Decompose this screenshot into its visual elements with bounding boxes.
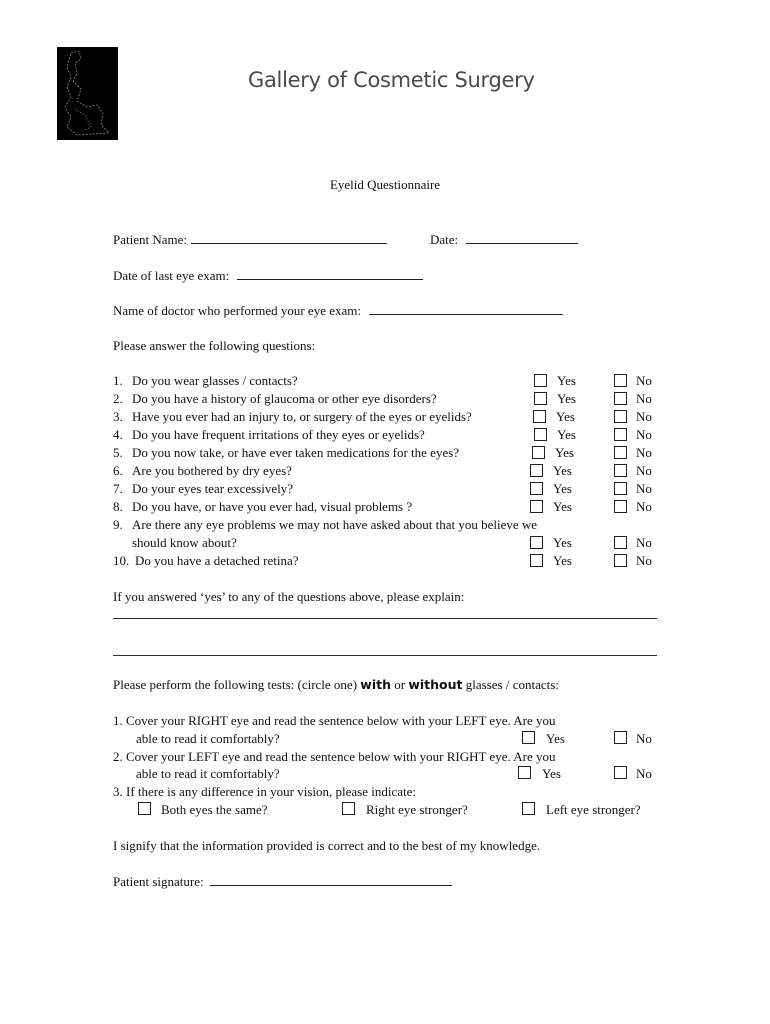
test-2-no-label: No	[636, 766, 652, 781]
test-2-yes-checkbox[interactable]	[518, 766, 531, 779]
no-label: No	[636, 463, 652, 478]
test-2-text: 2. Cover your LEFT eye and read the sentence below with your RIGHT eye. Are you	[113, 749, 556, 764]
no-checkbox[interactable]	[614, 536, 627, 549]
yes-checkbox[interactable]	[534, 392, 547, 405]
question-number: 6.	[113, 463, 123, 478]
no-label: No	[636, 553, 652, 568]
question-text: Are there any eye problems we may not have asked about that you believe we	[132, 517, 538, 532]
question-number: 4.	[113, 427, 123, 442]
yes-label: Yes	[557, 427, 576, 442]
no-checkbox[interactable]	[614, 500, 627, 513]
question-number: 5.	[113, 445, 123, 460]
yes-checkbox[interactable]	[530, 554, 543, 567]
question-number: 8.	[113, 499, 123, 514]
explain-line-2[interactable]	[113, 655, 657, 656]
doctor-label: Name of doctor who performed your eye exam:	[113, 303, 361, 318]
yes-checkbox[interactable]	[534, 428, 547, 441]
left-stronger-label: Left eye stronger?	[546, 802, 641, 817]
no-checkbox[interactable]	[614, 428, 627, 441]
question-text-continued: should know about?	[132, 535, 237, 550]
no-label: No	[636, 427, 652, 442]
right-stronger-label: Right eye stronger?	[366, 802, 468, 817]
questions-intro: Please answer the following questions:	[113, 338, 316, 353]
test-1-text: 1. Cover your RIGHT eye and read the sentence below with your LEFT eye. Are you	[113, 713, 556, 728]
both-same-label: Both eyes the same?	[161, 802, 268, 817]
no-label: No	[636, 445, 652, 460]
yes-label: Yes	[555, 445, 574, 460]
brand-name: Gallery of Cosmetic Surgery	[248, 68, 535, 92]
question-number: 2.	[113, 391, 123, 406]
yes-checkbox[interactable]	[530, 500, 543, 513]
yes-checkbox[interactable]	[532, 446, 545, 459]
date-field[interactable]	[430, 231, 578, 248]
yes-label: Yes	[553, 499, 572, 514]
signify-statement: I signify that the information provided is correct and to the best of my knowledge.	[113, 838, 541, 853]
yes-label: Yes	[557, 391, 576, 406]
test-3-text: 3. If there is any difference in your vision, please indicate:	[113, 784, 416, 799]
test-1-yes-checkbox[interactable]	[522, 731, 535, 744]
test-2-yes-label: Yes	[542, 766, 561, 781]
no-label: No	[636, 409, 652, 424]
no-checkbox[interactable]	[614, 554, 627, 567]
question-text: Do you now take, or have ever taken medications for the eyes?	[132, 445, 460, 460]
no-checkbox[interactable]	[614, 482, 627, 495]
yes-checkbox[interactable]	[534, 374, 547, 387]
signature-label: Patient signature:	[113, 874, 204, 889]
without-option[interactable]: without	[408, 677, 463, 692]
yes-checkbox[interactable]	[530, 464, 543, 477]
no-label: No	[636, 481, 652, 496]
yes-checkbox[interactable]	[533, 410, 546, 423]
yes-label: Yes	[553, 535, 572, 550]
yes-checkbox[interactable]	[530, 536, 543, 549]
last-exam-field[interactable]	[113, 267, 423, 284]
patient-name-label: Patient Name:	[113, 232, 188, 247]
no-checkbox[interactable]	[614, 410, 627, 423]
question-number: 7.	[113, 481, 123, 496]
explain-prompt: If you answered ‘yes’ to any of the questions above, please explain:	[113, 589, 465, 604]
yes-label: Yes	[556, 409, 575, 424]
question-number: 3.	[113, 409, 123, 424]
no-checkbox[interactable]	[614, 446, 627, 459]
question-text: Do you have a history of glaucoma or other eye disorders?	[132, 391, 437, 406]
left-stronger-checkbox[interactable]	[522, 802, 535, 815]
test-2-no-checkbox[interactable]	[614, 766, 627, 779]
question-text: Do you have frequent irritations of they eyes or eyelids?	[132, 427, 425, 442]
question-number: 1.	[113, 373, 123, 388]
question-text: Are you bothered by dry eyes?	[132, 463, 292, 478]
question-number: 9.	[113, 517, 123, 532]
question-text: Do you have, or have you ever had, visual problems ?	[132, 499, 413, 514]
test-1-no-label: No	[636, 731, 652, 746]
no-checkbox[interactable]	[614, 464, 627, 477]
with-option[interactable]: with	[360, 677, 391, 692]
question-text: Do you wear glasses / contacts?	[132, 373, 298, 388]
test-1-text-2: able to read it comfortably?	[136, 731, 280, 746]
no-checkbox[interactable]	[614, 392, 627, 405]
form-title: Eyelid Questionnaire	[329, 177, 441, 192]
yes-label: Yes	[557, 373, 576, 388]
test-2-text-2: able to read it comfortably?	[136, 766, 280, 781]
last-exam-label: Date of last eye exam:	[113, 268, 230, 283]
yes-label: Yes	[553, 481, 572, 496]
signature-field[interactable]	[113, 873, 452, 890]
no-label: No	[636, 535, 652, 550]
yes-label: Yes	[553, 463, 572, 478]
question-text: Do your eyes tear excessively?	[132, 481, 293, 496]
question-number: 10.	[113, 553, 130, 568]
explain-line-1[interactable]	[113, 618, 657, 619]
yes-checkbox[interactable]	[530, 482, 543, 495]
yes-label: Yes	[553, 553, 572, 568]
question-text: Have you ever had an injury to, or surgery of the eyes or eyelids?	[132, 409, 472, 424]
test-1-yes-label: Yes	[546, 731, 565, 746]
right-stronger-checkbox[interactable]	[342, 802, 355, 815]
question-text: Do you have a detached retina?	[135, 553, 299, 568]
no-checkbox[interactable]	[614, 374, 627, 387]
no-label: No	[636, 391, 652, 406]
no-label: No	[636, 499, 652, 514]
both-same-checkbox[interactable]	[138, 802, 151, 815]
test-1-no-checkbox[interactable]	[614, 731, 627, 744]
patient-name-field[interactable]	[113, 231, 387, 248]
doctor-field[interactable]	[113, 302, 563, 319]
date-label: Date:	[430, 232, 459, 247]
logo-figure-icon	[57, 47, 118, 140]
no-label: No	[636, 373, 652, 388]
tests-intro: Please perform the following tests: (circle one) with or without glasses / contacts:	[113, 677, 559, 692]
logo	[57, 47, 118, 140]
